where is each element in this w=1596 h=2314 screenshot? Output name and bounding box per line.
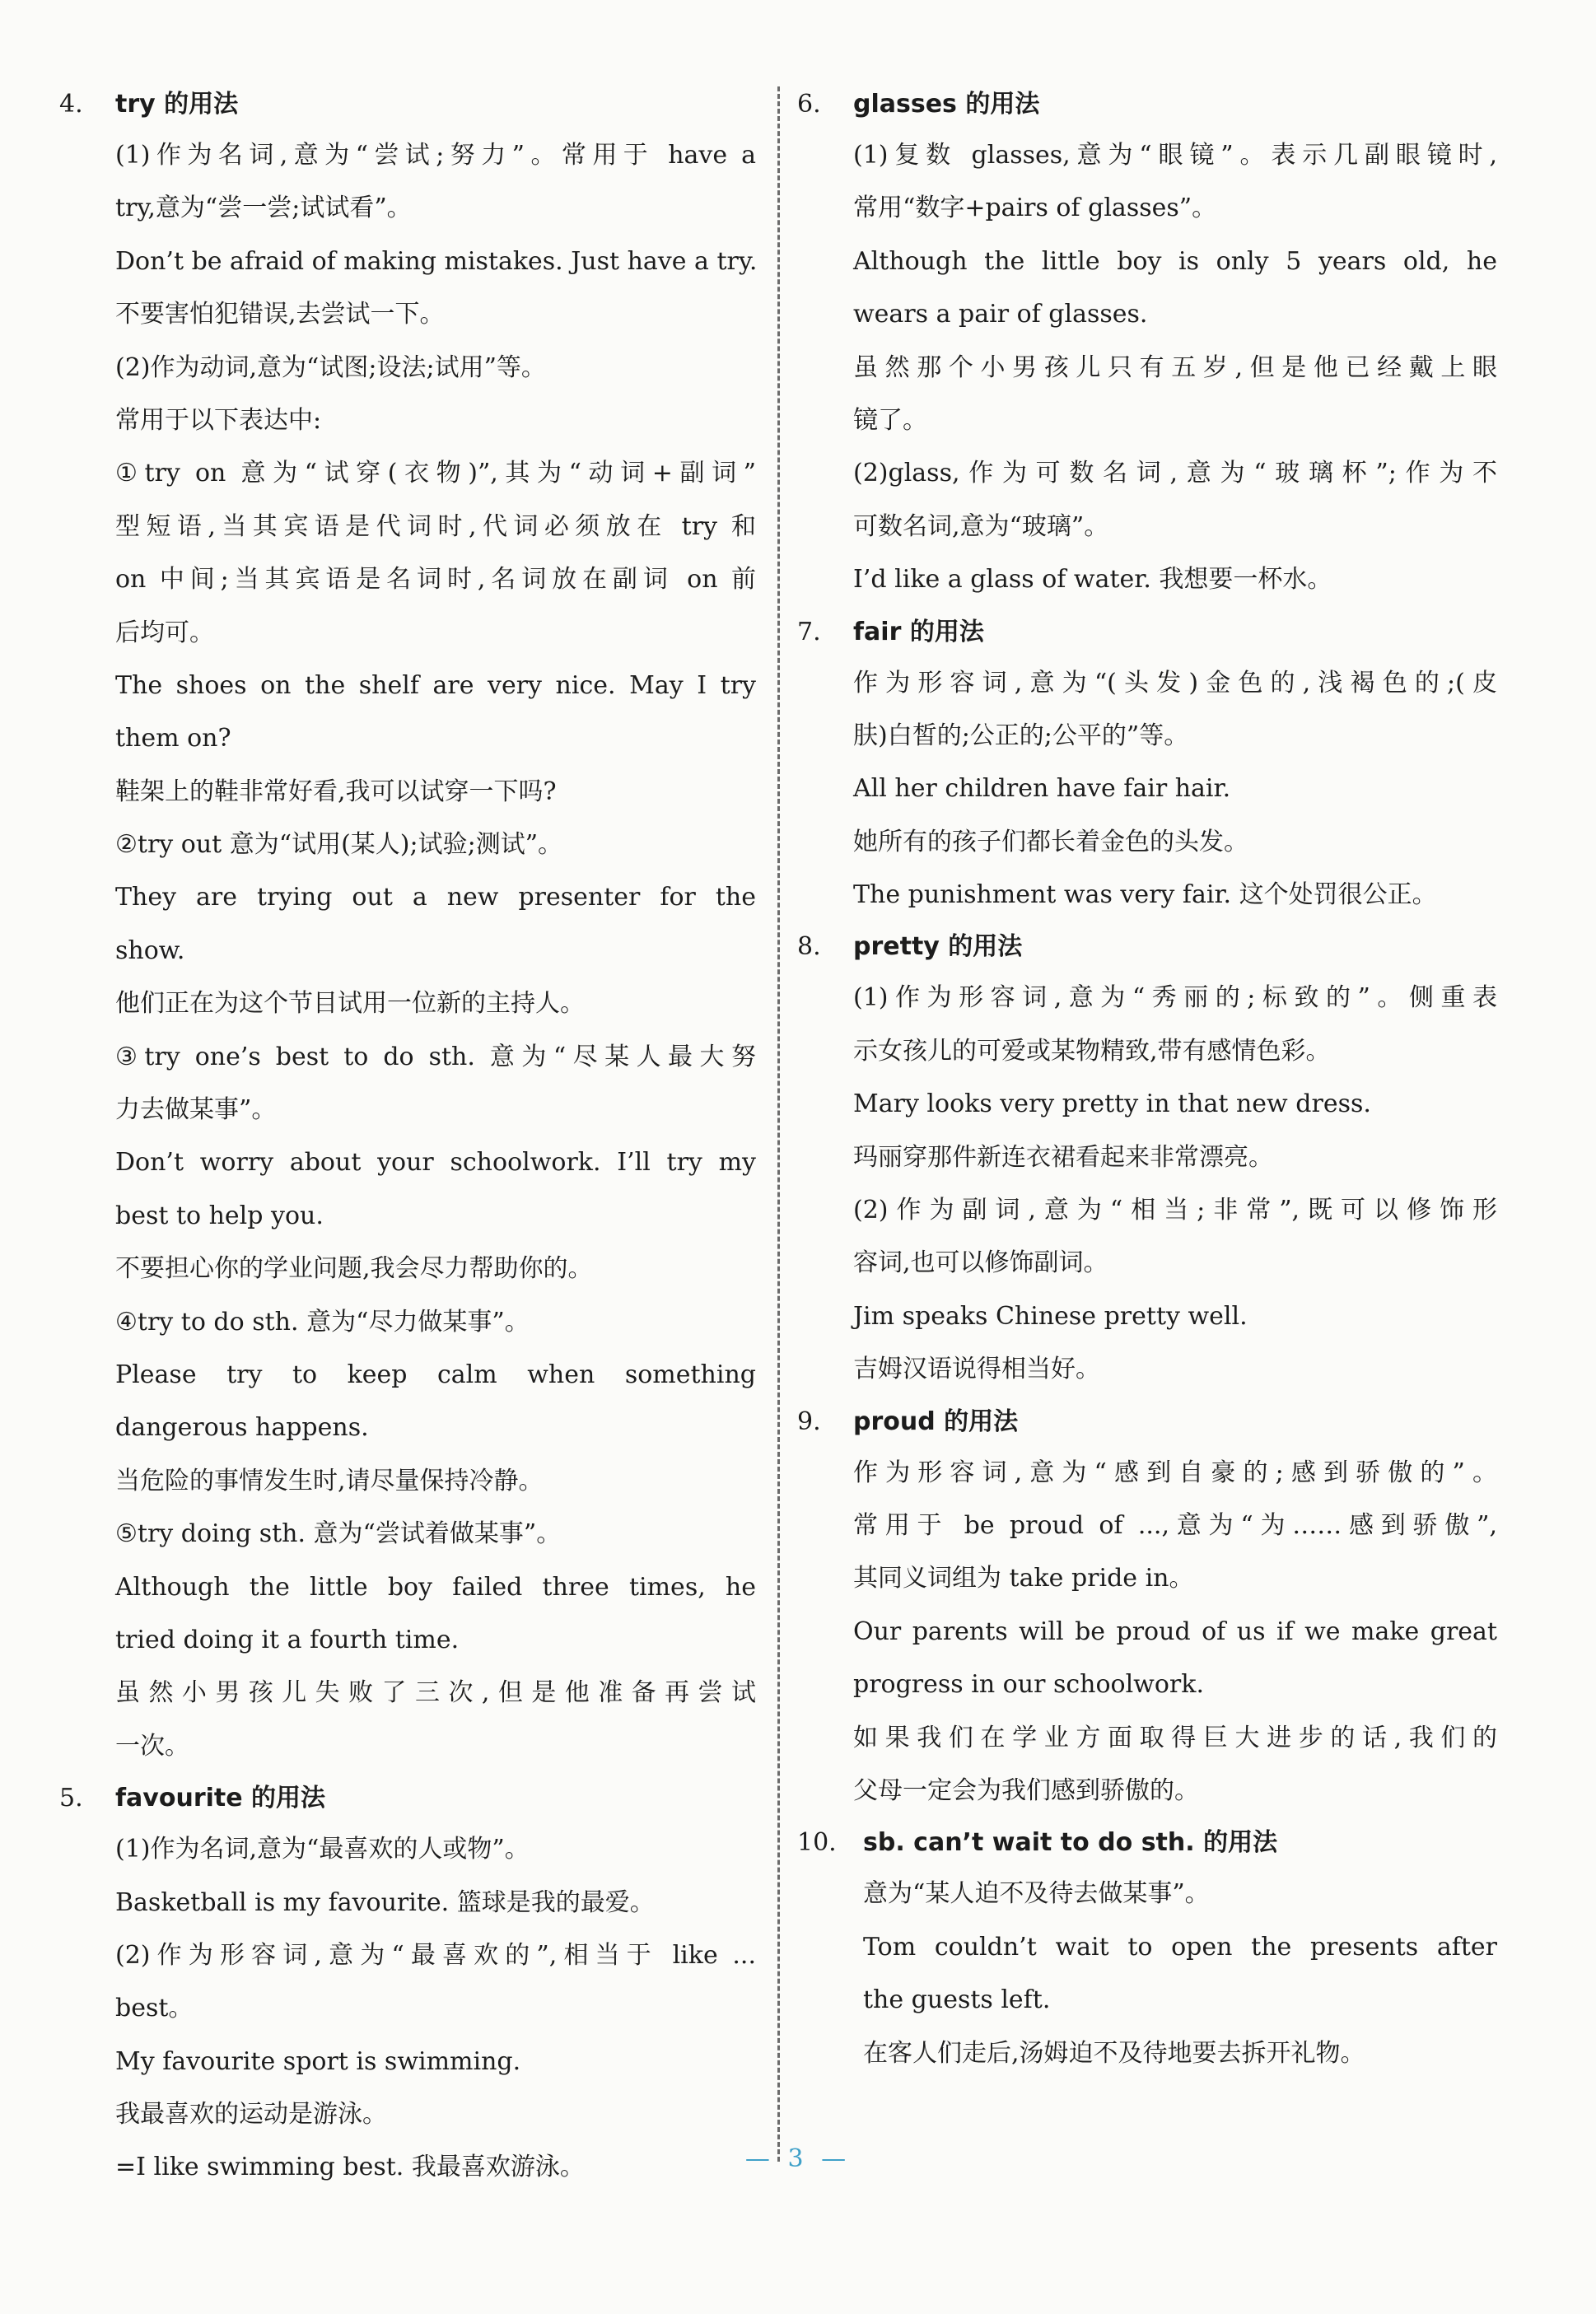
text-line: 她所有的孩子们都长着金色的头发。 bbox=[853, 827, 1248, 856]
text-line: The shoes on the shelf are very nice. May I try bbox=[115, 670, 756, 700]
right-column bbox=[797, 79, 1497, 2080]
text-line: Tom couldn’t wait to open the presents after bbox=[863, 1932, 1497, 1962]
section-number: 7. bbox=[797, 617, 821, 646]
section-body bbox=[797, 1868, 1497, 2080]
text-line: dangerous happens. bbox=[115, 1413, 369, 1443]
text-line: =I like swimming best. 我最喜欢游泳。 bbox=[115, 2153, 585, 2182]
text-line: 不要害怕犯错误,去尝试一下。 bbox=[115, 300, 445, 329]
text-line: (1)作为形容词,意为“秀丽的;标致的”。侧重表 bbox=[853, 983, 1497, 1013]
section-title: proud 的用法 bbox=[853, 1407, 1019, 1436]
section-body bbox=[59, 129, 756, 1773]
page-footer: — 3 — bbox=[744, 2144, 852, 2173]
text-line: 作为形容词,意为“(头发)金色的,浅褐色的;(皮 bbox=[853, 668, 1497, 697]
text-line: Although the little boy failed three times, he bbox=[115, 1572, 756, 1602]
usage-section bbox=[797, 921, 1497, 1396]
text-line: 一次。 bbox=[115, 1731, 189, 1761]
text-line: best。 bbox=[115, 1994, 194, 2023]
text-line: Mary looks very pretty in that new dress. bbox=[853, 1089, 1371, 1119]
column-divider bbox=[777, 86, 780, 2162]
section-title: fair 的用法 bbox=[853, 617, 984, 646]
usage-section bbox=[59, 79, 756, 1773]
text-line: on 中间;当其宾语是名词时,名词放在副词 on 前 bbox=[115, 565, 756, 595]
text-line: 常用于以下表达中: bbox=[115, 405, 322, 435]
text-line: Our parents will be proud of us if we make great bbox=[853, 1617, 1497, 1646]
text-line: 镜了。 bbox=[853, 405, 927, 435]
text-line: 我最喜欢的运动是游泳。 bbox=[115, 2100, 387, 2130]
text-line: 吉姆汉语说得相当好。 bbox=[853, 1355, 1100, 1384]
section-title: sb. can’t wait to do sth. 的用法 bbox=[863, 1828, 1278, 1858]
section-number: 6. bbox=[797, 90, 821, 119]
text-line: 虽然那个小男孩儿只有五岁,但是他已经戴上眼 bbox=[853, 352, 1497, 382]
section-title: favourite 的用法 bbox=[115, 1784, 326, 1813]
text-line: ①try on 意为“试穿(衣物)”,其为“动词+副词” bbox=[115, 459, 756, 488]
text-line: (2)作为形容词,意为“最喜欢的”,相当于 like ... bbox=[115, 1940, 756, 1970]
text-line: 容词,也可以修饰副词。 bbox=[853, 1248, 1108, 1278]
section-title: glasses 的用法 bbox=[853, 90, 1040, 119]
section-body bbox=[797, 657, 1497, 922]
text-line: Don’t worry about your schoolwork. I’ll try my bbox=[115, 1148, 756, 1178]
text-line: 示女孩儿的可爱或某物精致,带有感情色彩。 bbox=[853, 1036, 1331, 1066]
text-line: 其同义词组为 take pride in。 bbox=[853, 1564, 1194, 1593]
text-line: (1)作为名词,意为“尝试;努力”。常用于 have a bbox=[115, 141, 756, 170]
text-line: 玛丽穿那件新连衣裙看起来非常漂亮。 bbox=[853, 1142, 1273, 1172]
text-line: 如果我们在学业方面取得巨大进步的话,我们的 bbox=[853, 1723, 1497, 1752]
text-line: 鞋架上的鞋非常好看,我可以试穿一下吗? bbox=[115, 777, 557, 806]
section-body bbox=[797, 1447, 1497, 1818]
section-number: 8. bbox=[797, 932, 821, 962]
section-number: 4. bbox=[59, 90, 83, 119]
text-line: (1)作为名词,意为“最喜欢的人或物”。 bbox=[115, 1835, 530, 1864]
text-line: Please try to keep calm when something bbox=[115, 1360, 756, 1389]
text-line: Basketball is my favourite. 篮球是我的最爱。 bbox=[115, 1887, 655, 1917]
text-line: Jim speaks Chinese pretty well. bbox=[853, 1301, 1248, 1331]
section-title: pretty 的用法 bbox=[853, 932, 1023, 962]
text-line: ③try one’s best to do sth. 意为“尽某人最大努 bbox=[115, 1042, 756, 1071]
text-line: them on? bbox=[115, 724, 231, 753]
section-body bbox=[59, 1823, 756, 2195]
text-line: progress in our schoolwork. bbox=[853, 1670, 1204, 1700]
usage-section bbox=[797, 607, 1497, 922]
text-line: Although the little boy is only 5 years old, he bbox=[853, 246, 1497, 276]
text-line: 不要担心你的学业问题,我会尽力帮助你的。 bbox=[115, 1254, 593, 1284]
text-line: (1)复数 glasses,意为“眼镜”。表示几副眼镜时, bbox=[853, 141, 1497, 170]
text-line: My favourite sport is swimming. bbox=[115, 2046, 521, 2076]
text-line: 在客人们走后,汤姆迫不及待地要去拆开礼物。 bbox=[863, 2038, 1365, 2068]
text-line: (2)glass,作为可数名词,意为“玻璃杯”;作为不 bbox=[853, 459, 1497, 488]
text-line: 意为“某人迫不及待去做某事”。 bbox=[863, 1879, 1210, 1909]
text-line: best to help you. bbox=[115, 1201, 324, 1230]
text-line: 作为形容词,意为“感到自豪的;感到骄傲的”。 bbox=[853, 1458, 1497, 1487]
section-heading bbox=[59, 1773, 756, 1823]
text-line: 当危险的事情发生时,请尽量保持冷静。 bbox=[115, 1466, 544, 1495]
text-line: tried doing it a fourth time. bbox=[115, 1625, 460, 1654]
usage-section bbox=[797, 1397, 1497, 1818]
section-body bbox=[797, 129, 1497, 607]
section-number: 10. bbox=[797, 1828, 837, 1858]
section-number: 9. bbox=[797, 1407, 821, 1436]
text-line: ④try to do sth. 意为“尽力做某事”。 bbox=[115, 1307, 530, 1337]
section-heading bbox=[59, 79, 756, 129]
text-line: ⑤try doing sth. 意为“尝试着做某事”。 bbox=[115, 1519, 562, 1549]
section-heading bbox=[797, 1817, 1497, 1868]
section-heading bbox=[797, 607, 1497, 657]
section-heading bbox=[797, 1397, 1497, 1447]
text-line: 型短语,当其宾语是代词时,代词必须放在 try 和 bbox=[115, 511, 756, 541]
section-heading bbox=[797, 79, 1497, 129]
usage-section bbox=[797, 79, 1497, 607]
section-body bbox=[797, 972, 1497, 1396]
text-line: The punishment was very fair. 这个处罚很公正。 bbox=[853, 880, 1437, 910]
text-line: 常用于 be proud of ...,意为“为……感到骄傲”, bbox=[853, 1510, 1497, 1540]
section-heading bbox=[797, 921, 1497, 972]
text-line: 肤)白皙的;公正的;公平的”等。 bbox=[853, 721, 1189, 750]
text-line: 可数名词,意为“玻璃”。 bbox=[853, 511, 1109, 541]
usage-section bbox=[59, 1773, 756, 2195]
text-line: the guests left. bbox=[863, 1985, 1051, 2015]
page-number: 3 bbox=[787, 2144, 809, 2173]
usage-section bbox=[797, 1817, 1497, 2080]
text-line: ②try out 意为“试用(某人);试验;测试”。 bbox=[115, 830, 563, 860]
text-line: 后均可。 bbox=[115, 618, 214, 647]
text-line: wears a pair of glasses. bbox=[853, 300, 1148, 329]
text-line: 常用“数字+pairs of glasses”。 bbox=[853, 194, 1217, 223]
text-line: 他们正在为这个节目试用一位新的主持人。 bbox=[115, 989, 585, 1019]
text-line: show. bbox=[115, 935, 185, 965]
section-number: 5. bbox=[59, 1784, 83, 1813]
text-line: They are trying out a new presenter for the bbox=[115, 883, 756, 912]
text-line: (2)作为副词,意为“相当;非常”,既可以修饰形 bbox=[853, 1196, 1497, 1225]
text-line: Don’t be afraid of making mistakes. Just have a try. bbox=[115, 246, 758, 276]
text-line: I’d like a glass of water. 我想要一杯水。 bbox=[853, 565, 1332, 595]
section-title: try 的用法 bbox=[115, 90, 239, 119]
text-line: (2)作为动词,意为“试图;设法;试用”等。 bbox=[115, 352, 546, 382]
left-column bbox=[59, 79, 756, 2195]
text-line: 父母一定会为我们感到骄傲的。 bbox=[853, 1775, 1199, 1805]
text-line: 虽然小男孩儿失败了三次,但是他准备再尝试 bbox=[115, 1678, 756, 1708]
text-line: try,意为“尝一尝;试试看”。 bbox=[115, 194, 412, 223]
text-line: 力去做某事”。 bbox=[115, 1095, 277, 1125]
text-line: All her children have fair hair. bbox=[853, 774, 1231, 804]
